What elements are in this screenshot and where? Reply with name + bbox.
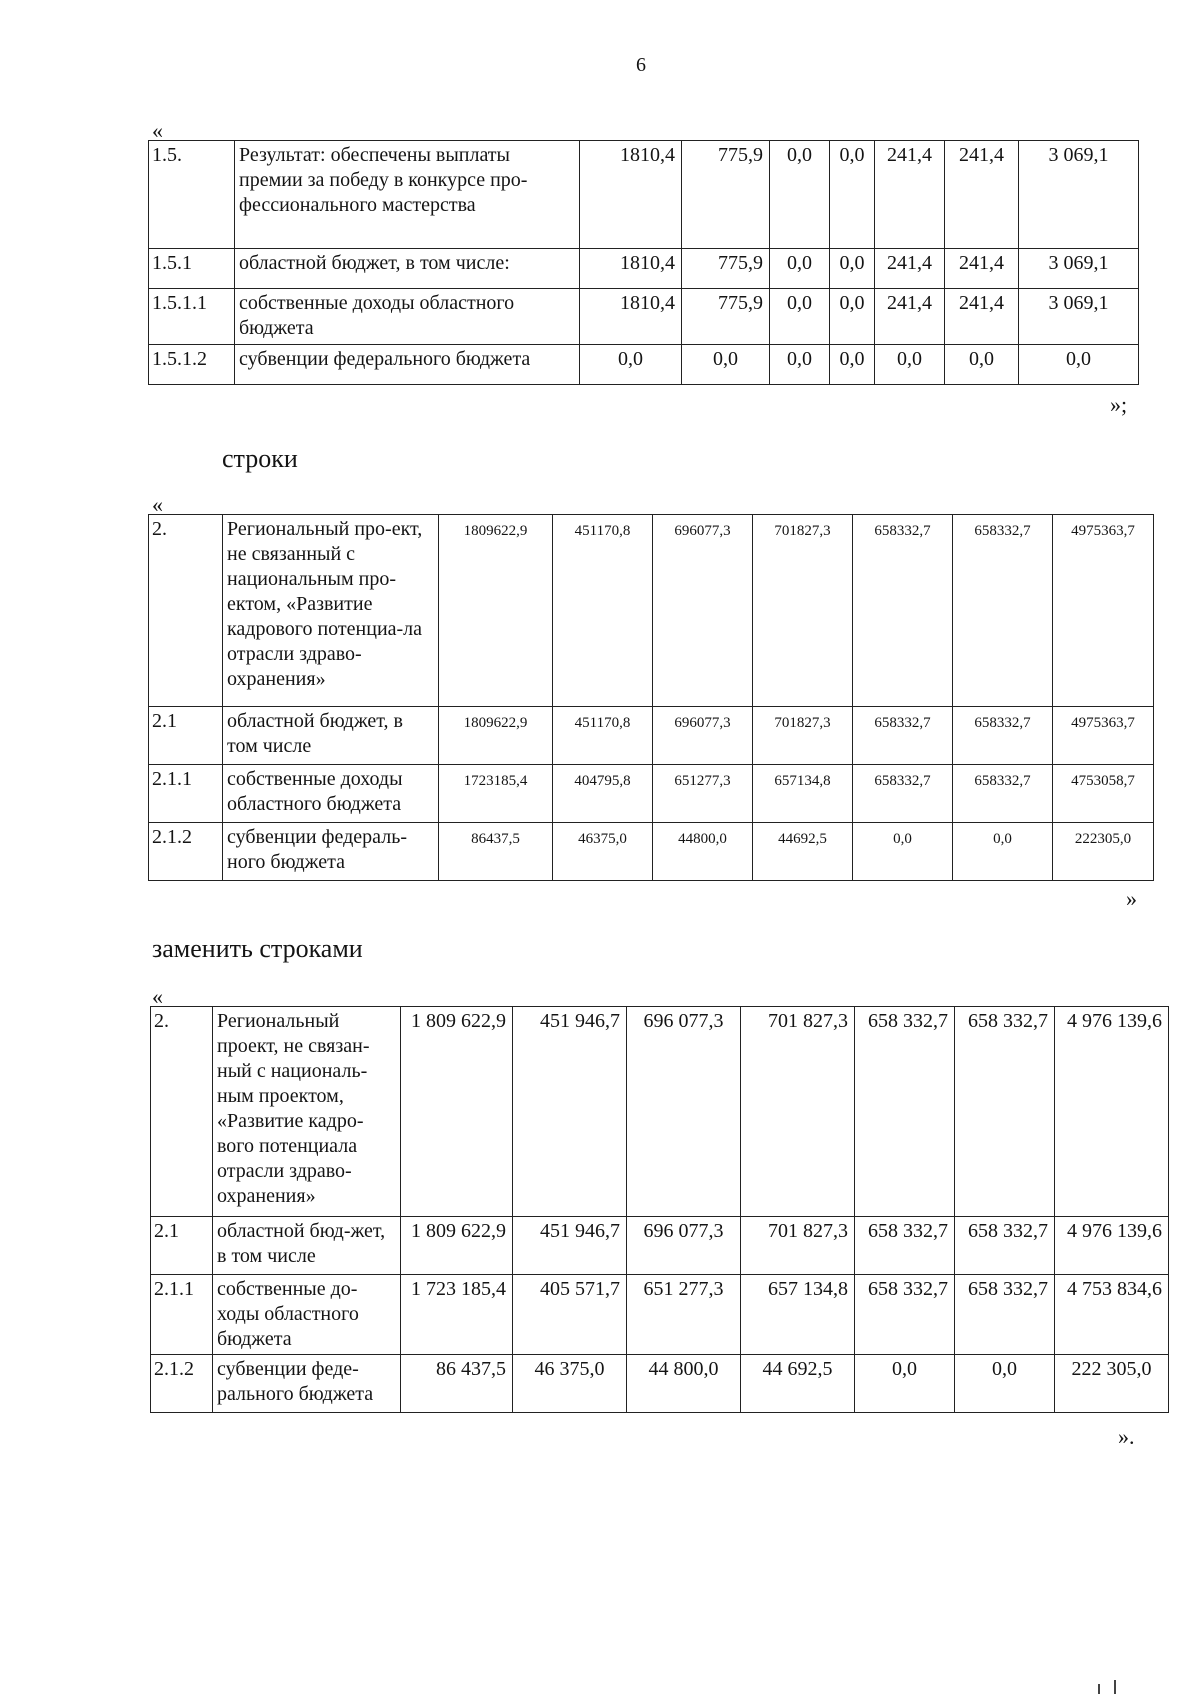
value-cell: 775,9 <box>682 141 770 249</box>
close-quote-2: » <box>1126 886 1137 911</box>
table-row <box>151 1007 1169 1217</box>
value-cell: 0,0 <box>580 345 682 385</box>
value-cell: 0,0 <box>770 289 830 345</box>
value-cell: 0,0 <box>682 345 770 385</box>
row-code: 2.1.1 <box>151 1275 213 1355</box>
value-cell: 3 069,1 <box>1019 249 1139 289</box>
value-cell: 696 077,3 <box>627 1007 741 1217</box>
value-cell: 0,0 <box>955 1355 1055 1413</box>
value-cell: 0,0 <box>770 345 830 385</box>
value-cell: 0,0 <box>853 823 953 881</box>
value-cell: 451 946,7 <box>513 1007 627 1217</box>
table-2 <box>148 514 1154 881</box>
value-cell: 44 692,5 <box>741 1355 855 1413</box>
row-name: областной бюд-жет, в том числе <box>213 1217 401 1275</box>
row-code: 2.1.2 <box>151 1355 213 1413</box>
value-cell: 658332,7 <box>853 707 953 765</box>
value-cell: 4 976 139,6 <box>1055 1007 1169 1217</box>
value-cell: 696077,3 <box>653 707 753 765</box>
value-cell: 0,0 <box>953 823 1053 881</box>
table-row <box>151 1217 1169 1275</box>
value-cell: 404795,8 <box>553 765 653 823</box>
label-zamenit: заменить строками <box>152 934 363 963</box>
value-cell: 658 332,7 <box>855 1275 955 1355</box>
value-cell: 775,9 <box>682 289 770 345</box>
value-cell: 696077,3 <box>653 515 753 707</box>
value-cell: 658 332,7 <box>855 1007 955 1217</box>
close-quote-3: ». <box>1118 1424 1135 1449</box>
table-row <box>149 141 1139 249</box>
value-cell: 657 134,8 <box>741 1275 855 1355</box>
value-cell: 241,4 <box>875 141 945 249</box>
label-stroki: строки <box>222 444 298 473</box>
close-quote-1: »; <box>1110 392 1128 417</box>
table-row <box>149 765 1154 823</box>
value-cell: 3 069,1 <box>1019 141 1139 249</box>
value-cell: 1723185,4 <box>439 765 553 823</box>
table-row <box>149 289 1139 345</box>
value-cell: 658332,7 <box>953 515 1053 707</box>
row-name: собственные доходы областного бюджета <box>223 765 439 823</box>
value-cell: 46375,0 <box>553 823 653 881</box>
row-name: Региональный проект, не связан-ный с националь-ным проектом, «Развитие кадро-вого потенциала отрасли здраво-охранения» <box>213 1007 401 1217</box>
row-name: Результат: обеспечены выплаты премии за победу в конкурсе про-фессионального мастерства <box>235 141 580 249</box>
value-cell: 241,4 <box>875 249 945 289</box>
table-1 <box>148 140 1139 385</box>
table-row <box>149 345 1139 385</box>
value-cell: 696 077,3 <box>627 1217 741 1275</box>
value-cell: 775,9 <box>682 249 770 289</box>
value-cell: 0,0 <box>830 249 875 289</box>
row-name: субвенции феде-рального бюджета <box>213 1355 401 1413</box>
value-cell: 0,0 <box>855 1355 955 1413</box>
row-name: собственные до-ходы областного бюджета <box>213 1275 401 1355</box>
value-cell: 222 305,0 <box>1055 1355 1169 1413</box>
row-code: 1.5.1.2 <box>149 345 235 385</box>
value-cell: 46 375,0 <box>513 1355 627 1413</box>
value-cell: 44 800,0 <box>627 1355 741 1413</box>
row-code: 2. <box>149 515 223 707</box>
value-cell: 86 437,5 <box>401 1355 513 1413</box>
value-cell: 1 723 185,4 <box>401 1275 513 1355</box>
value-cell: 701 827,3 <box>741 1007 855 1217</box>
open-quote-1: « <box>152 118 163 143</box>
row-name: субвенции федерального бюджета <box>235 345 580 385</box>
value-cell: 4 976 139,6 <box>1055 1217 1169 1275</box>
value-cell: 658 332,7 <box>855 1217 955 1275</box>
value-cell: 1809622,9 <box>439 707 553 765</box>
value-cell: 658332,7 <box>953 707 1053 765</box>
row-code: 1.5. <box>149 141 235 249</box>
scan-mark <box>1098 1684 1100 1694</box>
value-cell: 0,0 <box>830 345 875 385</box>
value-cell: 1809622,9 <box>439 515 553 707</box>
table-row <box>151 1275 1169 1355</box>
value-cell: 451170,8 <box>553 515 653 707</box>
value-cell: 4975363,7 <box>1053 515 1154 707</box>
row-code: 2. <box>151 1007 213 1217</box>
value-cell: 701 827,3 <box>741 1217 855 1275</box>
table-row <box>151 1355 1169 1413</box>
value-cell: 4753058,7 <box>1053 765 1154 823</box>
value-cell: 657134,8 <box>753 765 853 823</box>
value-cell: 0,0 <box>770 141 830 249</box>
value-cell: 86437,5 <box>439 823 553 881</box>
value-cell: 1 809 622,9 <box>401 1217 513 1275</box>
value-cell: 241,4 <box>945 141 1019 249</box>
value-cell: 651277,3 <box>653 765 753 823</box>
value-cell: 241,4 <box>875 289 945 345</box>
row-code: 1.5.1.1 <box>149 289 235 345</box>
table-row <box>149 707 1154 765</box>
value-cell: 3 069,1 <box>1019 289 1139 345</box>
value-cell: 658 332,7 <box>955 1275 1055 1355</box>
value-cell: 222305,0 <box>1053 823 1154 881</box>
page-number: 6 <box>636 54 646 76</box>
row-code: 2.1 <box>149 707 223 765</box>
value-cell: 658 332,7 <box>955 1217 1055 1275</box>
value-cell: 451170,8 <box>553 707 653 765</box>
value-cell: 44692,5 <box>753 823 853 881</box>
row-name: субвенции федераль-ного бюджета <box>223 823 439 881</box>
value-cell: 451 946,7 <box>513 1217 627 1275</box>
value-cell: 241,4 <box>945 289 1019 345</box>
value-cell: 658332,7 <box>853 765 953 823</box>
open-quote-2: « <box>152 492 163 517</box>
row-name: Региональный про-ект, не связанный с национальным про-ектом, «Развитие кадрового потенциа-ла отрасли здраво-охранения» <box>223 515 439 707</box>
table-row <box>149 823 1154 881</box>
table-3 <box>150 1006 1169 1413</box>
value-cell: 1810,4 <box>580 249 682 289</box>
value-cell: 405 571,7 <box>513 1275 627 1355</box>
value-cell: 4 753 834,6 <box>1055 1275 1169 1355</box>
value-cell: 0,0 <box>830 289 875 345</box>
value-cell: 658332,7 <box>853 515 953 707</box>
value-cell: 658332,7 <box>953 765 1053 823</box>
value-cell: 4975363,7 <box>1053 707 1154 765</box>
value-cell: 0,0 <box>875 345 945 385</box>
value-cell: 701827,3 <box>753 707 853 765</box>
value-cell: 1810,4 <box>580 141 682 249</box>
row-name: областной бюджет, в том числе: <box>235 249 580 289</box>
value-cell: 701827,3 <box>753 515 853 707</box>
table-row <box>149 515 1154 707</box>
value-cell: 1810,4 <box>580 289 682 345</box>
value-cell: 44800,0 <box>653 823 753 881</box>
row-code: 2.1.2 <box>149 823 223 881</box>
row-code: 1.5.1 <box>149 249 235 289</box>
row-code: 2.1.1 <box>149 765 223 823</box>
row-name: областной бюджет, в том числе <box>223 707 439 765</box>
value-cell: 1 809 622,9 <box>401 1007 513 1217</box>
row-code: 2.1 <box>151 1217 213 1275</box>
value-cell: 0,0 <box>1019 345 1139 385</box>
value-cell: 651 277,3 <box>627 1275 741 1355</box>
open-quote-3: « <box>152 984 163 1009</box>
scan-mark <box>1114 1680 1116 1694</box>
row-name: собственные доходы областного бюджета <box>235 289 580 345</box>
value-cell: 0,0 <box>770 249 830 289</box>
table-row <box>149 249 1139 289</box>
value-cell: 0,0 <box>830 141 875 249</box>
value-cell: 658 332,7 <box>955 1007 1055 1217</box>
value-cell: 241,4 <box>945 249 1019 289</box>
value-cell: 0,0 <box>945 345 1019 385</box>
